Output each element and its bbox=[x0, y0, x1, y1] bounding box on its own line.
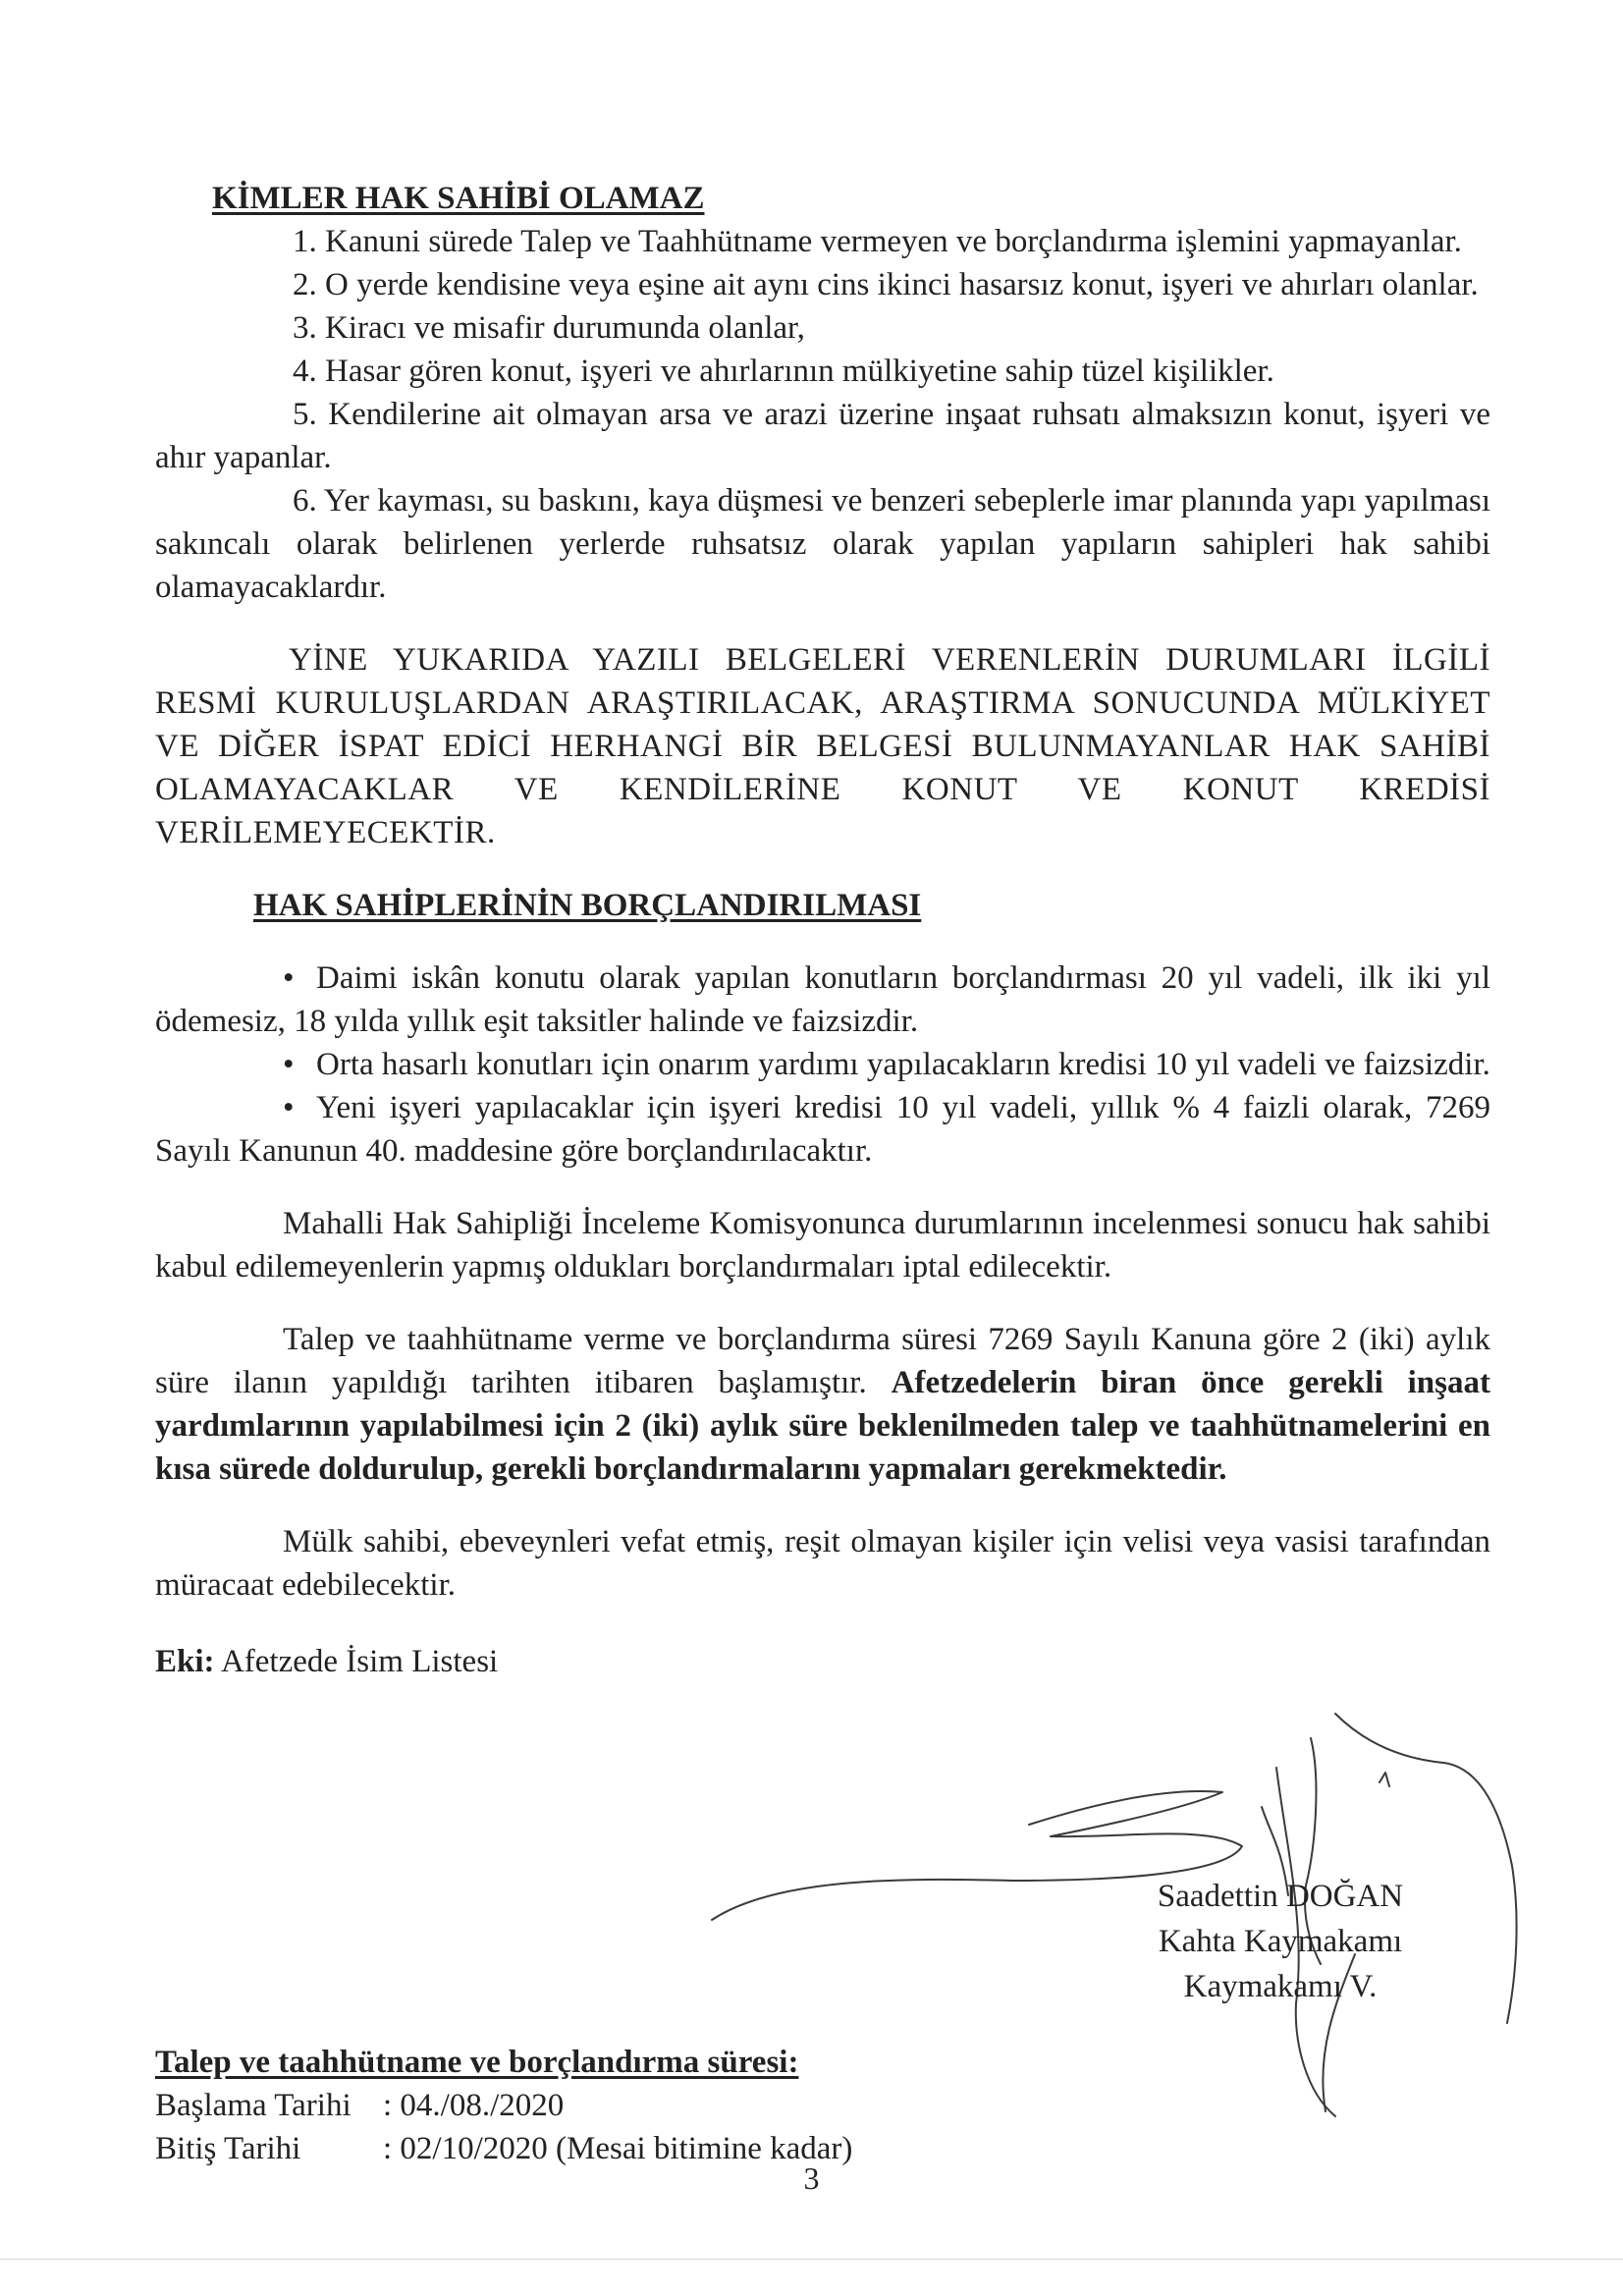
attachment-line bbox=[155, 1640, 1490, 1683]
section-heading-ineligible: KİMLER HAK SAHİBİ OLAMAZ bbox=[212, 181, 705, 216]
end-date-value: : 02/10/2020 (Mesai bitimine kadar) bbox=[383, 2131, 853, 2166]
commission-paragraph: Mahalli Hak Sahipliği İnceleme Komisyonunca durumlarının incelenmesi sonucu hak sahibi kabul edilemeyenlerin yapmış oldukları borçlandırmaları iptal edilecektir. bbox=[155, 1206, 1490, 1285]
deadline-paragraph bbox=[155, 1318, 1490, 1491]
ineligible-item-1: 1. Kanuni sürede Talep ve Taahhütname vermeyen ve borçlandırma işlemini yapmayanlar. bbox=[293, 224, 1462, 259]
debt-bullet-1 bbox=[155, 957, 1490, 1043]
research-notice: YİNE YUKARIDA YAZILI BELGELERİ VERENLERİN DURUMLARI İLGİLİ RESMİ KURULUŞLARDAN ARAŞTIRILACAK, ARAŞTIRMA SONUCUNDA MÜLKİYET VE DİĞER İSPAT EDİCİ HERHANGİ BİR BELGESİ BULUNMAYANLAR HAK SAHİBİ OLAMAYACAKLAR VE KENDİLERİNE KONUT VE KONUT KREDİSİ VERİLEMEYECEKTİR. bbox=[155, 642, 1490, 850]
scan-edge-divider bbox=[0, 2259, 1623, 2260]
bullet-icon: • bbox=[283, 1047, 295, 1082]
ineligible-item-4: 4. Hasar gören konut, işyeri ve ahırlarının mülkiyetine sahip tüzel kişilikler. bbox=[293, 354, 1274, 389]
signer-role: Kaymakamı V. bbox=[1183, 1969, 1378, 2004]
section-heading-debt: HAK SAHİPLERİNİN BORÇLANDIRILMASI bbox=[253, 888, 922, 923]
deadline-text: Talep ve taahhütname verme ve borçlandırma süresi 7269 Sayılı Kanuna göre 2 (iki) aylık süre ilanın yapıldığı tarihten itibaren başlamıştır. bbox=[155, 1322, 1490, 1400]
attachment-value: Afetzede İsim Listesi bbox=[220, 1644, 499, 1679]
start-date-label: Başlama Tarihi bbox=[155, 2088, 352, 2123]
attachment-label: Eki: bbox=[155, 1644, 215, 1679]
start-date-value: : 04./08./2020 bbox=[383, 2088, 565, 2123]
period-block bbox=[155, 2041, 852, 2170]
deadline-emphasis: Afetzedelerin biran önce gerekli inşaat yardımlarının yapılabilmesi için 2 (iki) aylık süre beklenilmeden talep ve taahhütnamelerini en kısa sürede doldurulup, gerekli borçlandırmalarını yapmaları gerekmektedir. bbox=[155, 1365, 1490, 1487]
debt-bullet-text: Daimi iskân konutu olarak yapılan konutların borçlandırması 20 yıl vadeli, ilk iki yıl ödemesiz, 18 yılda yıllık eşit taksitler halinde ve faizsizdir. bbox=[155, 960, 1490, 1039]
signer-title: Kahta Kaymakamı bbox=[1158, 1924, 1403, 1959]
document-body bbox=[155, 177, 1490, 1683]
debt-bullet-3 bbox=[155, 1086, 1490, 1173]
ineligible-item-6: 6. Yer kayması, su baskını, kaya düşmesi ve benzeri sebeplerle imar planında yapı yapılması sakıncalı olarak belirlenen yerlerde ruhsatsız olarak yapılan yapıların sahipleri hak sahibi olamayacaklardır. bbox=[155, 483, 1490, 605]
ineligible-item-3: 3. Kiracı ve misafir durumunda olanlar, bbox=[293, 310, 805, 346]
guardian-paragraph: Mülk sahibi, ebeveynleri vefat etmiş, reşit olmayan kişiler için velisi veya vasisi tarafından müracaat edebilecektir. bbox=[155, 1524, 1490, 1603]
signer-name: Saadettin DOĞAN bbox=[1157, 1879, 1404, 1914]
ineligible-item-5: 5. Kendilerine ait olmayan arsa ve arazi üzerine inşaat ruhsatı almaksızın konut, işyeri ve ahır yapanlar. bbox=[155, 397, 1490, 475]
debt-bullet-text: Yeni işyeri yapılacaklar için işyeri kredisi 10 yıl vadeli, yıllık % 4 faizli olarak, 7269 Sayılı Kanunun 40. maddesine göre borçlandırılacaktır. bbox=[155, 1090, 1490, 1169]
signature-block bbox=[1143, 1874, 1418, 2009]
period-title: Talep ve taahhütname ve borçlandırma süresi: bbox=[155, 2045, 799, 2080]
page-number: 3 bbox=[803, 2160, 820, 2196]
bullet-icon: • bbox=[283, 960, 295, 996]
end-date-label: Bitiş Tarihi bbox=[155, 2131, 301, 2166]
start-date-row bbox=[155, 2084, 852, 2127]
debt-bullet-text: Orta hasarlı konutları için onarım yardımı yapılacakların kredisi 10 yıl vadeli ve faizsizdir. bbox=[316, 1047, 1490, 1082]
ineligible-item-2: 2. O yerde kendisine veya eşine ait aynı cins ikinci hasarsız konut, işyeri ve ahırları olanlar. bbox=[293, 267, 1479, 302]
debt-bullet-2 bbox=[155, 1043, 1490, 1086]
bullet-icon: • bbox=[283, 1090, 295, 1125]
